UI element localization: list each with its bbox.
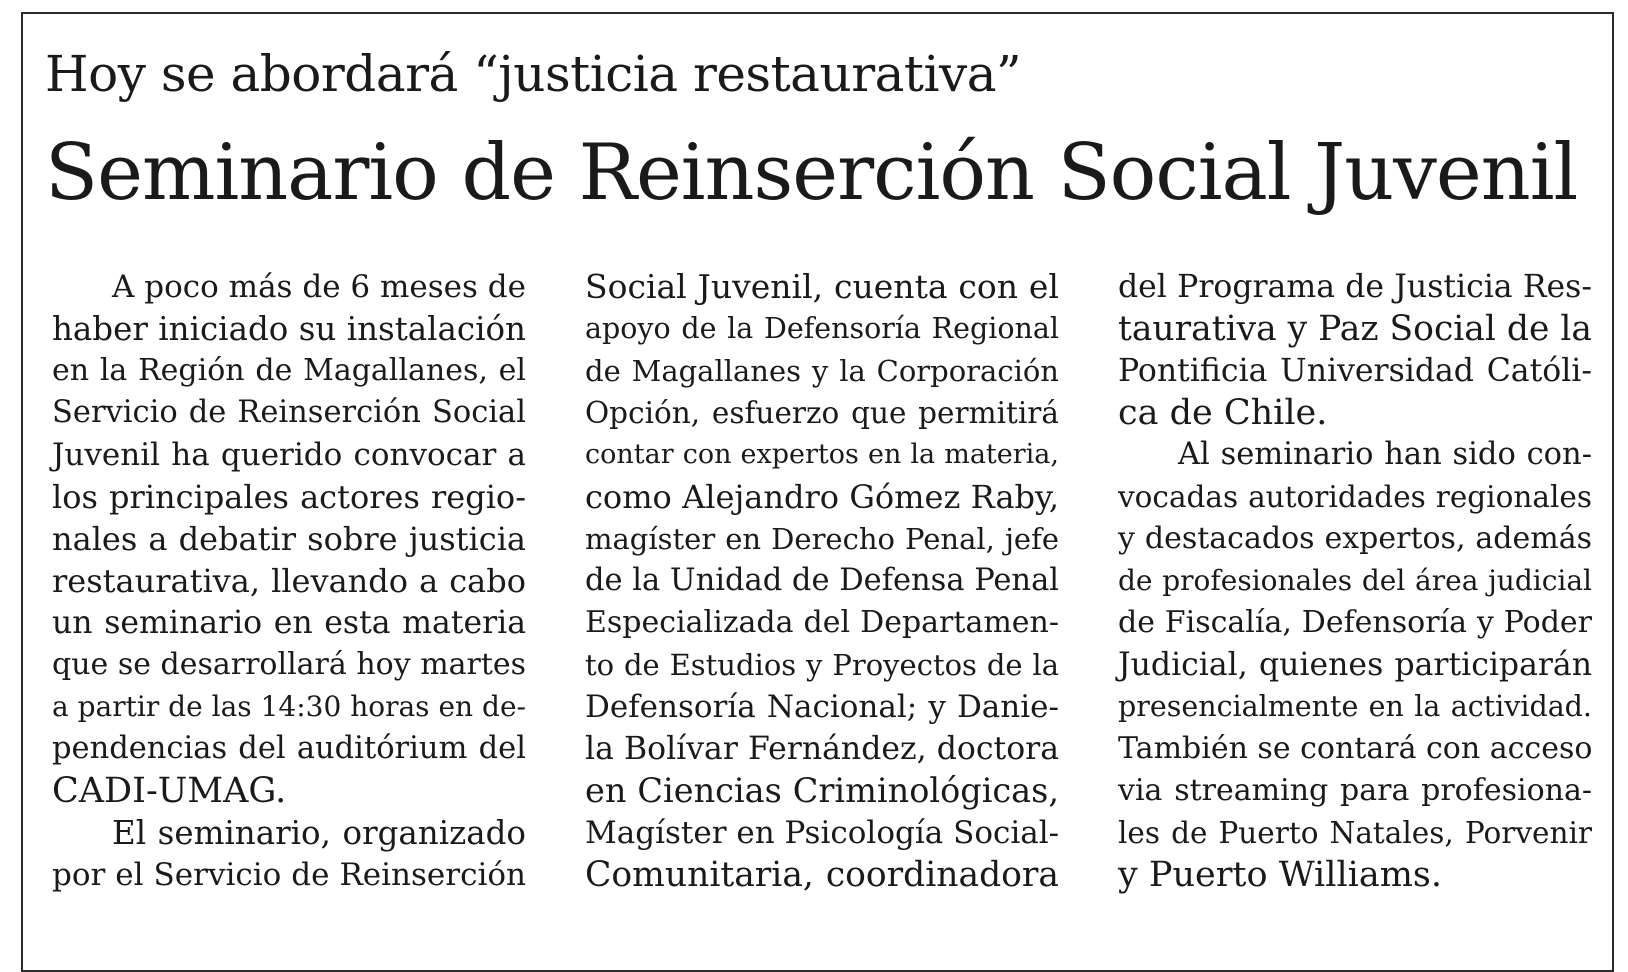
text-line: via streaming para profesiona- xyxy=(1118,773,1592,808)
text-line: de Magallanes y la Corporación xyxy=(585,354,1059,388)
article-column-3 xyxy=(1118,266,1592,896)
article-column-1 xyxy=(52,266,526,896)
text-line: los principales actores regio- xyxy=(52,478,526,516)
text-line: ca de Chile. xyxy=(1118,393,1328,433)
text-line: Magíster en Psicología Social- xyxy=(585,815,1060,851)
text-line: Defensoría Nacional; y Danie- xyxy=(585,689,1059,725)
text-line: Judicial, quienes participarán xyxy=(1118,647,1592,683)
text-line: haber iniciado su instalación xyxy=(52,310,526,348)
text-line: pendencias del auditórium del xyxy=(52,731,526,766)
text-line: en la Región de Magallanes, el xyxy=(52,353,526,388)
text-line: Opción, esfuerzo que permitirá xyxy=(585,396,1059,430)
text-line: Pontificia Universidad Católi- xyxy=(1118,353,1592,389)
text-line: como Alejandro Gómez Raby, xyxy=(585,478,1059,516)
article-kicker: Hoy se abordará “justicia restaurativa” xyxy=(45,45,1022,103)
text-line: taurativa y Paz Social de la xyxy=(1118,309,1592,349)
text-line: vocadas autoridades regionales xyxy=(1118,480,1592,514)
text-line: apoyo de la Defensoría Regional xyxy=(585,312,1059,345)
text-line: Comunitaria, coordinadora xyxy=(585,855,1059,895)
text-line: El seminario, organizado xyxy=(112,814,526,852)
article-headline: Seminario de Reinserción Social Juvenil xyxy=(45,128,1578,218)
text-line: CADI-UMAG. xyxy=(52,771,287,811)
text-line: También se contará con acceso xyxy=(1118,731,1593,766)
text-line: Especializada del Departamen- xyxy=(585,605,1059,640)
text-line: de la Unidad de Defensa Penal xyxy=(585,563,1060,598)
text-line: del Programa de Justicia Res- xyxy=(1118,269,1592,305)
text-line: Social Juvenil, cuenta con el xyxy=(585,267,1059,306)
text-line: Servicio de Reinserción Social xyxy=(52,395,526,430)
text-line: que se desarrollará hoy martes xyxy=(52,647,527,682)
text-line: A poco más de 6 meses de xyxy=(112,269,526,305)
text-line: les de Puerto Natales, Porvenir xyxy=(1118,816,1592,850)
text-line: contar con expertos en la materia, xyxy=(585,439,1059,470)
text-line: a partir de las 14:30 horas en de- xyxy=(52,690,526,723)
text-line: presencialmente en la actividad. xyxy=(1118,690,1592,723)
text-line: en Ciencias Criminológicas, xyxy=(585,771,1059,810)
text-line: nales a debatir sobre justicia xyxy=(52,520,526,558)
text-line: la Bolívar Fernández, doctora xyxy=(585,731,1059,767)
text-line: por el Servicio de Reinserción xyxy=(52,857,526,893)
text-line: un seminario en esta materia xyxy=(52,605,526,641)
text-line: y destacados expertos, además xyxy=(1118,521,1592,556)
text-line: y Puerto Williams. xyxy=(1118,855,1442,895)
text-line: de Fiscalía, Defensoría y Poder xyxy=(1118,605,1592,640)
article-column-2 xyxy=(585,266,1059,896)
text-line: magíster en Derecho Penal, jefe xyxy=(585,522,1059,556)
text-line: restaurativa, llevando a cabo xyxy=(52,562,526,600)
text-line: to de Estudios y Proyectos de la xyxy=(585,648,1059,682)
text-line: de profesionales del área judicial xyxy=(1118,564,1592,597)
text-line: Al seminario han sido con- xyxy=(1178,437,1592,472)
text-line: Juvenil ha querido convocar a xyxy=(52,437,526,473)
